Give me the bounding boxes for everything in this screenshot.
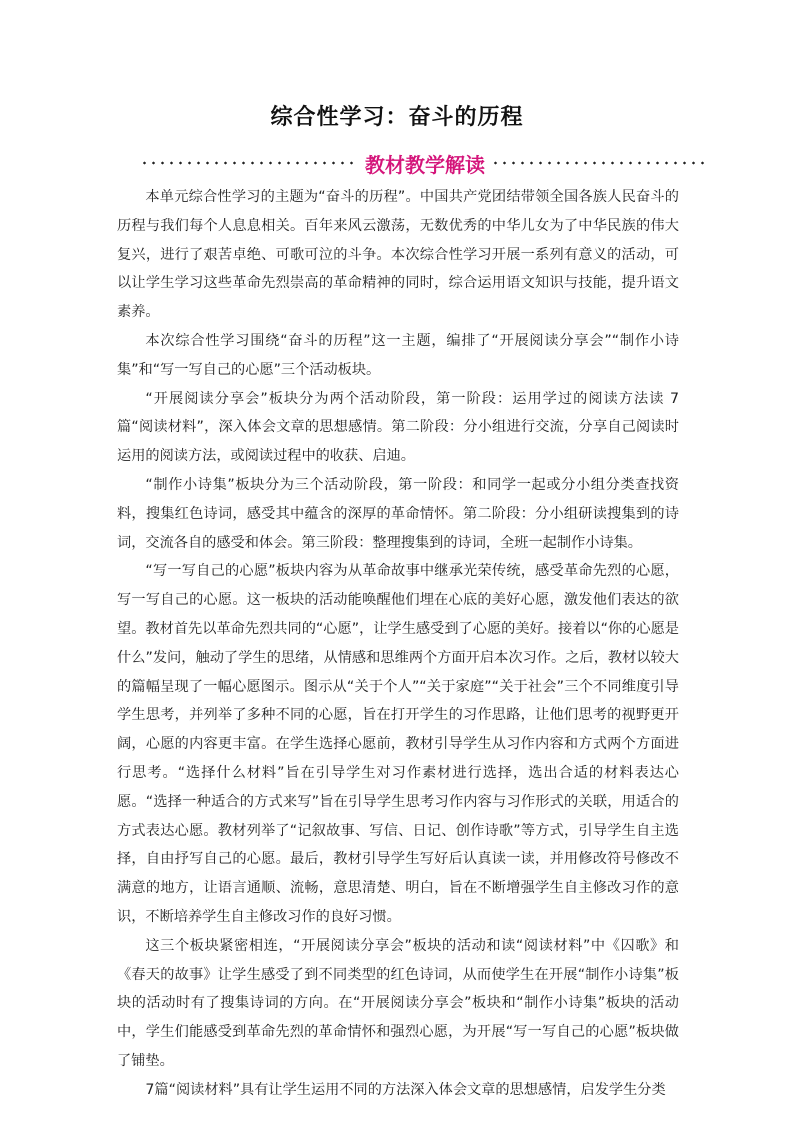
paragraph: “写一写自己的心愿”板块内容为从革命故事中继承光荣传统，感受革命先烈的心愿，写一写自己的心愿。这一板块的活动能唤醒他们埋在心底的美好心愿，激发他们表达的欲望。教材首先以革命先烈共同的“心愿”，让学生感受到了心愿的美好。接着以“你的心愿是什么”发问，触动了学生的思绪，从情感和思维两个方面开启本次习作。之后，教材以较大的篇幅呈现了一幅心愿图示。图示从“关于个人”“关于家庭”“关于社会”三个不同维度引导学生思考，并列举了多种不同的心愿，旨在打开学生的习作思路，让他们思考的视野更开阔，心愿的内容更丰富。在学生选择心愿前，教材引导学生从习作内容和方式两个方面进行思考。“选择什么材料”旨在引导学生对习作素材进行选择，选出合适的材料表达心愿。“选择一种适合的方式来写”旨在引导学生思考习作内容与习作形式的关联，用适合的方式表达心愿。教材列举了“记叙故事、写信、日记、创作诗歌”等方式，引导学生自主选择，自由抒写自己的心愿。最后，教材引导学生写好后认真读一读，并用修改符号修改不满意的地方，让语言通顺、流畅，意思清楚、明白，旨在不断增强学生自主修改习作的意识，不断培养学生自主修改习作的良好习惯。 <box>117 563 679 925</box>
document-title: 综合性学习：奋斗的历程 <box>270 105 524 130</box>
paragraph: “开展阅读分享会”板块分为两个活动阶段，第一阶段：运用学过的阅读方法读 7 篇“阅读材料”，深入体会文章的思想感情。第二阶段：分小组进行交流，分享自己阅读时运用的阅读方法，或阅读过程中的收获、启迪。 <box>117 390 679 465</box>
dotted-rule-right <box>491 161 710 165</box>
paragraph: 7篇“阅读材料”具有让学生运用不同的方法深入体会文章的思想感情，启发学生分类 <box>145 1081 666 1098</box>
section-banner <box>140 150 710 176</box>
paragraph: 本次综合性学习围绕“奋斗的历程”这一主题，编排了“开展阅读分享会”“制作小诗集”和“写一写自己的心愿”三个活动板块。 <box>117 332 679 378</box>
paragraph: “制作小诗集”板块分为三个活动阶段，第一阶段：和同学一起或分小组分类查找资料，搜集红色诗词，感受其中蕴含的深厚的革命情怀。第二阶段：分小组研读搜集到的诗词，交流各自的感受和体会。第三阶段：整理搜集到的诗词，全班一起制作小诗集。 <box>117 476 679 551</box>
section-heading: 教材教学解读 <box>365 152 485 177</box>
paragraph: 本单元综合性学习的主题为“奋斗的历程”。中国共产党团结带领全国各族人民奋斗的历程与我们每个人息息相关。百年来风云激荡，无数优秀的中华儿女为了中华民族的伟大复兴，进行了艰苦卓绝、可歌可泣的斗争。本次综合性学习开展一系列有意义的活动，可以让学生学习这些革命先烈崇高的革命精神的同时，综合运用语文知识与技能，提升语文素养。 <box>117 189 679 321</box>
dotted-rule-left <box>140 161 359 165</box>
paragraph: 这三个板块紧密相连，“开展阅读分享会”板块的活动和读“阅读材料”中《囚歌》和《春天的故事》让学生感受了到不同类型的红色诗词，从而使学生在开展“制作小诗集”板块的活动时有了搜集诗词的方向。在“开展阅读分享会”板块和“制作小诗集”板块的活动中，学生们能感受到革命先烈的革命情怀和强烈心愿，为开展“写一写自己的心愿”板块做了铺垫。 <box>117 937 679 1069</box>
body-text <box>117 183 679 1105</box>
